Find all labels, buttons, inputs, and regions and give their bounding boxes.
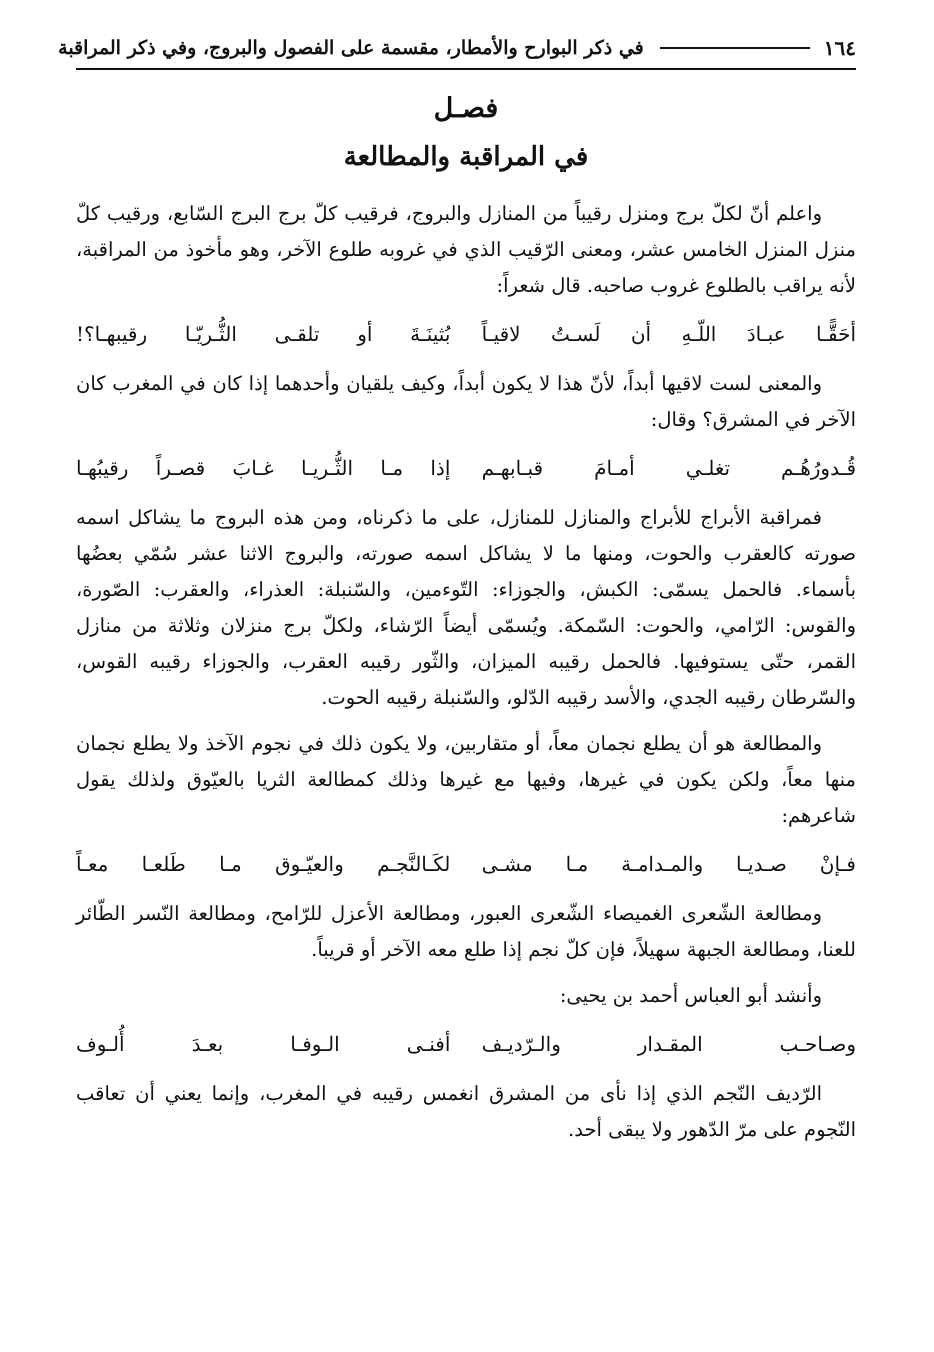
verse-4-first-hemistich: وصـاحـب المقـدار والـرّديـف <box>481 1032 856 1056</box>
section-title: فصـل <box>433 93 499 124</box>
page-header <box>58 28 856 70</box>
paragraph-5: ومطالعة الشّعرى الغميصاء الشّعرى العبور، ومطالعة الأعزل للرّامح، ومطالعة النّسر الطّائر للعنا، ومطالعة الجبهة سهيلاً، فإن كلّ نجم إذا طلع معه الآخر أو قريباً. <box>76 902 856 961</box>
verse-2-second-hemistich: إذا مـا الثُّـريـا غـابَ قصـراً رقيبُهـا <box>76 456 451 480</box>
paragraph-2: والمعنى لست لاقيها أبداً، لأنّ هذا لا يكون أبداً، وكيف يلقيان وأحدهما إذا كان في المغرب كان الآخر في المشرق؟ وقال: <box>76 372 856 431</box>
paragraph-3: فمراقبة الأبراج للأبراج والمنازل للمنازل، على ما ذكرناه، ومن هذه البروج ما يشاكل اسمه صورته كالعقرب والحوت، ومنها ما لا يشاكل اسمه صورته، والبروج الاثنا عشر سُمّي بعضُها بأسماء. فالحمل يسمّى: الكبش، والجوزاء: التّوءمين، والسّنبلة: العذراء، والعقرب: الصّورة، والقوس: الرّامي، والحوت: السّمكة. ويُسمّى أيضاً الرّشاء، ولكلّ برج منزلان وثلاثة من منازل القمر، حتّى يستوفيها. فالحمل رقيبه الميزان، والثّور رقيبه العقرب، والجوزاء رقيبه القوس، والسّرطان رقيبه الجدي، والأسد رقيبه الدّلو، والسّنبلة رقيبه الحوت. <box>76 506 856 709</box>
verse-1-first-hemistich: أحَقًّـا عبـادَ اللّـهِ أن لَسـتُ لاقيـاً <box>481 322 856 346</box>
paragraph-7: الرّديف النّجم الذي إذا نأى من المشرق انغمس رقيبه في المغرب، وإنما يعني أن تعاقب النّجوم على مرّ الدّهور ولا يبقى أحد. <box>76 1082 856 1141</box>
verse-3-second-hemistich: لكَـالنَّجـم والعيّـوق مـا طَلعـا معـاً <box>76 852 451 876</box>
verse-2-first-hemistich: قُـدورُهُـم تغلـي أمـامَ قبـابهـم <box>481 456 856 480</box>
verse-3 <box>76 844 856 884</box>
header-dash-rule <box>660 47 810 49</box>
paragraph-4: والمطالعة هو أن يطلع نجمان معاً، أو متقاربين، ولا يكون ذلك في نجوم الآخذ ولا يطلع نجمان منها معاً، ولكن يكون في غيرها، وفيها مع غيرها وذلك كمطالعة الثريا بالعيّوق ولذلك يقول شاعرهم: <box>76 732 856 827</box>
verse-4-second-hemistich: أفنـى الـوفـا بعـدَ أُلـوف <box>76 1032 451 1056</box>
page-number: ١٦٤ <box>823 36 856 60</box>
verse-1-second-hemistich: بُثينَـةَ أو تلقـى الثُّـريّـا رقيبهـا؟! <box>76 322 451 346</box>
verse-2 <box>76 448 856 488</box>
verse-1 <box>76 314 856 354</box>
paragraph-1: واعلم أنّ لكلّ برج ومنزل رقيباً من المنازل والبروج، فرقيب كلّ برج البرج السّابع، ورقيب كلّ منزل المنزل الخامس عشر، ومعنى الرّقيب الذي في غروبه طلوع الآخر، وهو مأخوذ من المراقبة، لأنه يراقب بالطلوع غروب صاحبه. قال شعراً: <box>76 202 856 297</box>
section-subtitle: في المراقبة والمطالعة <box>343 142 589 172</box>
verse-4 <box>76 1024 856 1064</box>
running-title: في ذكر البوارح والأمطار، مقسمة على الفصول والبروج، وفي ذكر المراقبة <box>58 37 644 59</box>
verse-3-first-hemistich: فـإنْ صـديـا والمـدامـة مـا مشـى <box>481 852 856 876</box>
paragraph-6: وأنشد أبو العباس أحمد بن يحيى: <box>559 984 822 1007</box>
